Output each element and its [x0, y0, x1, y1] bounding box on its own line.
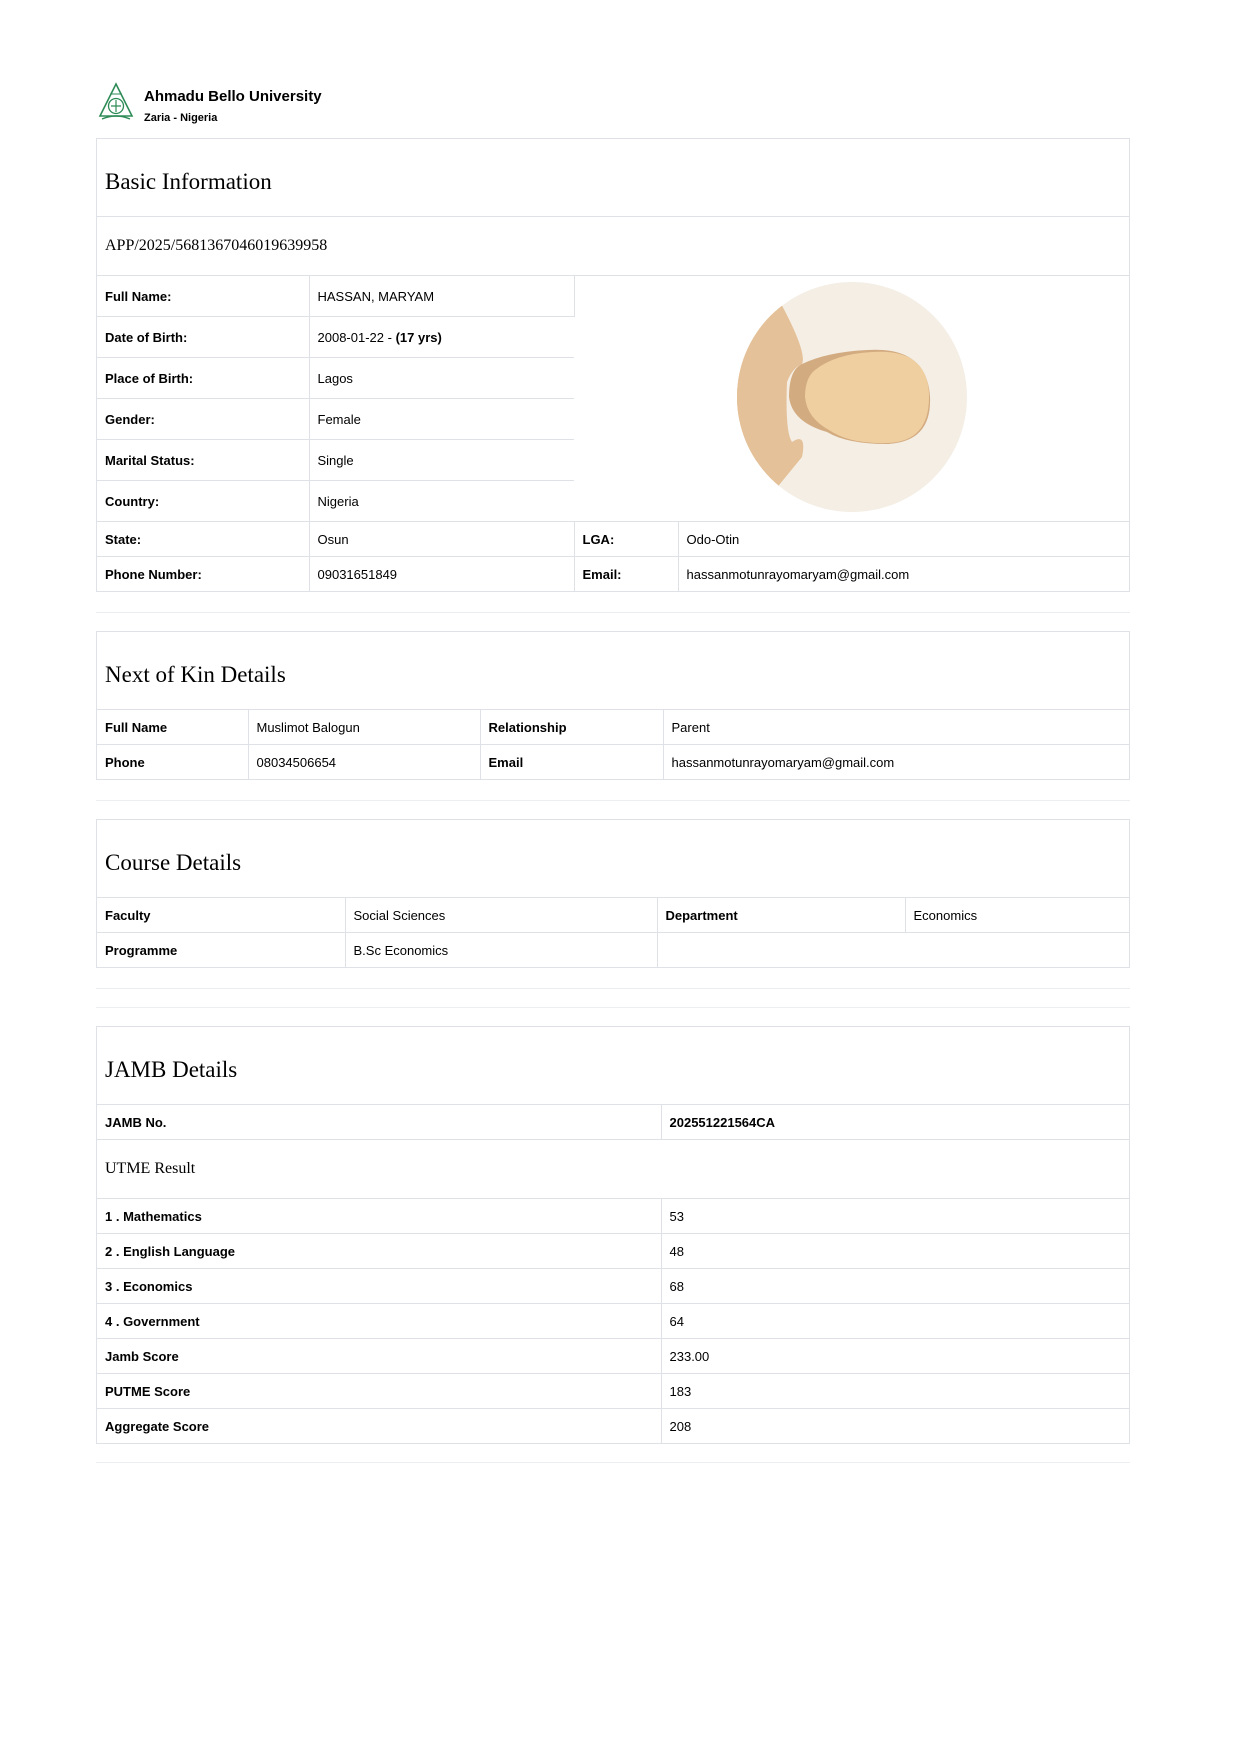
- next-of-kin-table: [97, 710, 1129, 779]
- table-row: [97, 557, 1129, 592]
- aggregate-score-label: Aggregate Score: [97, 1409, 661, 1444]
- subject-label: 3 . Economics: [97, 1269, 661, 1304]
- kin-relationship-value: Parent: [663, 710, 1129, 745]
- course-details-table: [97, 898, 1129, 967]
- kin-full-name-value: Muslimot Balogun: [248, 710, 480, 745]
- email-value: hassanmotunrayomaryam@gmail.com: [686, 566, 910, 582]
- section-divider: [96, 988, 1130, 989]
- course-details-title: Course Details: [97, 820, 1129, 898]
- state-label: State:: [97, 522, 309, 557]
- putme-score-label: PUTME Score: [97, 1374, 661, 1409]
- next-of-kin-card: [96, 631, 1130, 780]
- department-label: Department: [657, 898, 905, 933]
- document-page: [96, 80, 1130, 1463]
- utme-result-title: UTME Result: [97, 1139, 1129, 1199]
- jamb-number-table: [97, 1105, 1129, 1139]
- dob-date: 2008-01-22 -: [317, 329, 396, 345]
- table-row: [97, 745, 1129, 780]
- empty-cell: [657, 933, 1129, 968]
- table-row: [97, 1374, 1129, 1409]
- subject-score: 68: [661, 1269, 1129, 1304]
- programme-value: B.Sc Economics: [345, 933, 657, 968]
- table-row: [97, 1105, 1129, 1139]
- university-name: Ahmadu Bello University: [144, 88, 322, 105]
- place-of-birth-label: Place of Birth:: [97, 358, 309, 399]
- application-number: APP/2025/5681367046019639958: [97, 217, 1129, 276]
- section-divider: [96, 1462, 1130, 1463]
- gender-label: Gender:: [97, 399, 309, 440]
- subject-score: 64: [661, 1304, 1129, 1339]
- table-row: [97, 276, 1129, 317]
- section-divider: [96, 800, 1130, 801]
- kin-relationship-label: Relationship: [480, 710, 663, 745]
- jamb-score-value: 233.00: [661, 1339, 1129, 1374]
- full-name-value: HASSAN, MARYAM: [309, 276, 574, 317]
- country-label: Country:: [97, 481, 309, 522]
- table-row: [97, 898, 1129, 933]
- aggregate-score-value: 208: [669, 1418, 692, 1434]
- putme-score-value: 183: [661, 1374, 1129, 1409]
- table-row: [97, 1199, 1129, 1234]
- jamb-details-card: [96, 1026, 1130, 1444]
- place-of-birth-value: Lagos: [309, 358, 574, 399]
- kin-full-name-label: Full Name: [97, 710, 248, 745]
- table-row: [97, 1409, 1129, 1444]
- table-row: [97, 1269, 1129, 1304]
- table-row: [97, 522, 1129, 557]
- section-divider: [96, 612, 1130, 613]
- subject-label: 1 . Mathematics: [97, 1199, 661, 1234]
- table-row: [97, 1339, 1129, 1374]
- subject-score: 53: [661, 1199, 1129, 1234]
- subject-label: 4 . Government: [97, 1304, 661, 1339]
- jamb-number-label: JAMB No.: [97, 1105, 661, 1139]
- kin-phone-value: 08034506654: [248, 745, 480, 780]
- kin-phone-label: Phone: [97, 745, 248, 780]
- basic-information-table: [97, 276, 1129, 591]
- full-name-label: Full Name:: [97, 276, 309, 317]
- phone-number-value: 09031651849: [309, 557, 574, 592]
- jamb-number-value: 202551221564CA: [669, 1114, 776, 1130]
- section-divider: [96, 1007, 1130, 1008]
- passport-photo-placeholder: [737, 282, 967, 512]
- country-value: Nigeria: [309, 481, 574, 522]
- programme-label: Programme: [97, 933, 345, 968]
- passport-photo: [574, 276, 1129, 522]
- kin-email-label: Email: [480, 745, 663, 780]
- marital-status-value: Single: [309, 440, 574, 481]
- date-of-birth-label: Date of Birth:: [97, 317, 309, 358]
- email-label: Email:: [574, 557, 678, 592]
- jamb-score-label: Jamb Score: [97, 1339, 661, 1374]
- university-location: Zaria - Nigeria: [144, 112, 218, 124]
- state-value: Osun: [309, 522, 574, 557]
- basic-information-card: [96, 138, 1130, 592]
- faculty-label: Faculty: [97, 898, 345, 933]
- next-of-kin-title: Next of Kin Details: [97, 632, 1129, 710]
- lga-label: LGA:: [574, 522, 678, 557]
- dob-age: (17 yrs): [395, 329, 442, 345]
- table-row: [97, 1304, 1129, 1339]
- table-row: [97, 710, 1129, 745]
- department-value: Economics: [905, 898, 1129, 933]
- lga-value: Odo-Otin: [678, 522, 1129, 557]
- table-row: [97, 933, 1129, 968]
- subject-label: 2 . English Language: [97, 1234, 661, 1269]
- faculty-value: Social Sciences: [345, 898, 657, 933]
- basic-information-title: Basic Information: [97, 139, 1129, 217]
- university-crest-icon: [96, 82, 136, 122]
- table-row: [97, 1234, 1129, 1269]
- marital-status-label: Marital Status:: [97, 440, 309, 481]
- university-header: [96, 80, 1130, 126]
- jamb-details-title: JAMB Details: [97, 1027, 1129, 1105]
- utme-result-table: [97, 1199, 1129, 1443]
- subject-score: 48: [661, 1234, 1129, 1269]
- course-details-card: [96, 819, 1130, 968]
- phone-number-label: Phone Number:: [97, 557, 309, 592]
- kin-email-value: hassanmotunrayomaryam@gmail.com: [671, 754, 895, 770]
- gender-value: Female: [309, 399, 574, 440]
- date-of-birth-value: [309, 317, 574, 358]
